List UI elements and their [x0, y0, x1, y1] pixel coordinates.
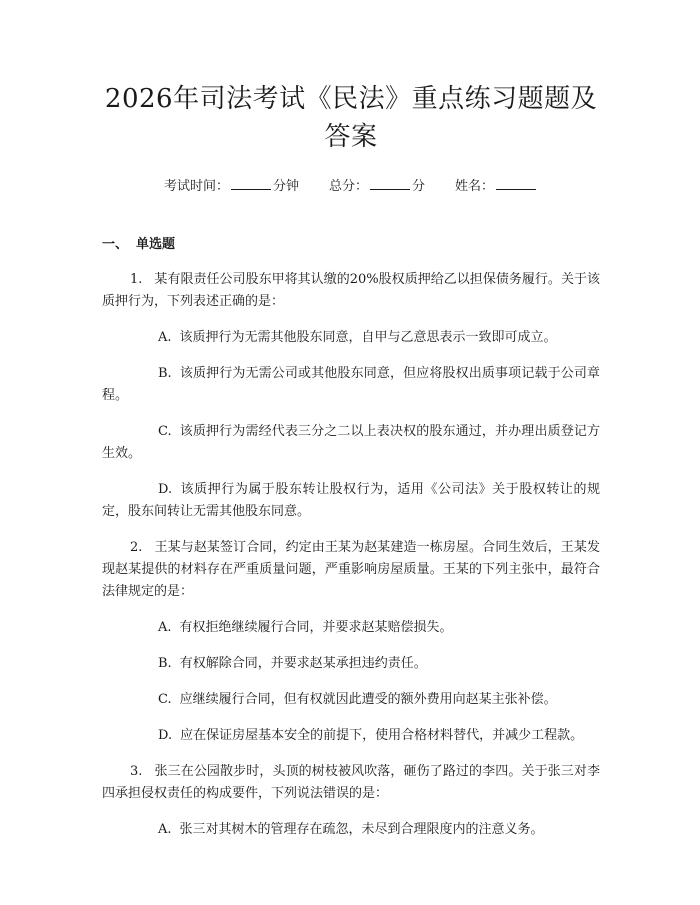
exam-name [455, 177, 538, 197]
question-1-option-d [102, 479, 600, 523]
exam-score-label: 总分： [328, 179, 368, 194]
exam-score [329, 177, 425, 197]
option-letter: B. [158, 366, 172, 381]
section-heading [102, 235, 600, 255]
question-stem: 某有限责任公司股东甲将其认缴的20%股权质押给乙以担保债务履行。关于该质押行为，下列表述正确的是： [102, 272, 600, 309]
question-number: 3. [130, 764, 143, 779]
exam-name-blank [496, 177, 536, 190]
exam-score-unit: 分 [412, 179, 426, 194]
question-1-option-a [102, 327, 600, 349]
option-text: 该质押行为属于股东转让股权行为，适用《公司法》关于股权转让的规定，股东间转让无需其他股东同意。 [102, 482, 600, 519]
option-text: 该质押行为无需公司或其他股东同意，但应将股权出质事项记载于公司章程。 [102, 366, 600, 403]
question-1-option-c [102, 421, 600, 465]
section-title: 单选题 [136, 237, 176, 252]
option-letter: C. [158, 692, 172, 707]
exam-time-blank [231, 177, 271, 190]
question-2-option-d [102, 725, 600, 747]
question-3 [102, 761, 600, 805]
question-2-option-a [102, 617, 600, 639]
option-text: 张三对其树木的管理存在疏忽，未尽到合理限度内的注意义务。 [179, 822, 544, 837]
option-letter: A. [158, 330, 172, 345]
question-2 [102, 537, 600, 603]
exam-info [102, 177, 600, 197]
option-text: 应在保证房屋基本安全的前提下，使用合格材料替代，并减少工程款。 [180, 728, 584, 743]
option-text: 该质押行为需经代表三分之二以上表决权的股东通过，并办理出质登记方生效。 [102, 424, 600, 461]
option-letter: D. [158, 728, 173, 743]
question-2-option-c [102, 689, 600, 711]
exam-score-blank [370, 177, 410, 190]
option-text: 有权解除合同，并要求赵某承担违约责任。 [179, 656, 427, 671]
exam-time [164, 177, 299, 197]
question-1-option-b [102, 363, 600, 407]
option-letter: A. [158, 822, 172, 837]
question-3-option-a [102, 819, 600, 841]
question-stem: 张三在公园散步时，头顶的树枝被风吹落，砸伤了路过的李四。关于张三对李四承担侵权责任的构成要件，下列说法错误的是： [102, 764, 600, 801]
question-number: 2. [130, 540, 143, 555]
question-1 [102, 269, 600, 313]
option-letter: A. [158, 620, 172, 635]
question-stem: 王某与赵某签订合同，约定由王某为赵某建造一栋房屋。合同生效后，王某发现赵某提供的材料存在严重质量问题，严重影响房屋质量。王某的下列主张中，最符合法律规定的是： [102, 540, 600, 599]
option-letter: C. [158, 424, 172, 439]
exam-time-label: 考试时间： [163, 179, 229, 194]
exam-name-label: 姓名： [455, 179, 495, 194]
question-number: 1. [130, 272, 143, 287]
option-text: 该质押行为无需其他股东同意，自甲与乙意思表示一致即可成立。 [179, 330, 557, 345]
option-text: 应继续履行合同，但有权就因此遭受的额外费用向赵某主张补偿。 [179, 692, 557, 707]
option-text: 有权拒绝继续履行合同，并要求赵某赔偿损失。 [179, 620, 453, 635]
option-letter: B. [158, 656, 172, 671]
page-title: 2026年司法考试《民法》重点练习题题及答案 [104, 84, 598, 152]
question-2-option-b [102, 653, 600, 675]
exam-time-unit: 分钟 [272, 179, 299, 194]
option-letter: D. [158, 482, 173, 497]
section-number: 一、 [102, 237, 129, 252]
